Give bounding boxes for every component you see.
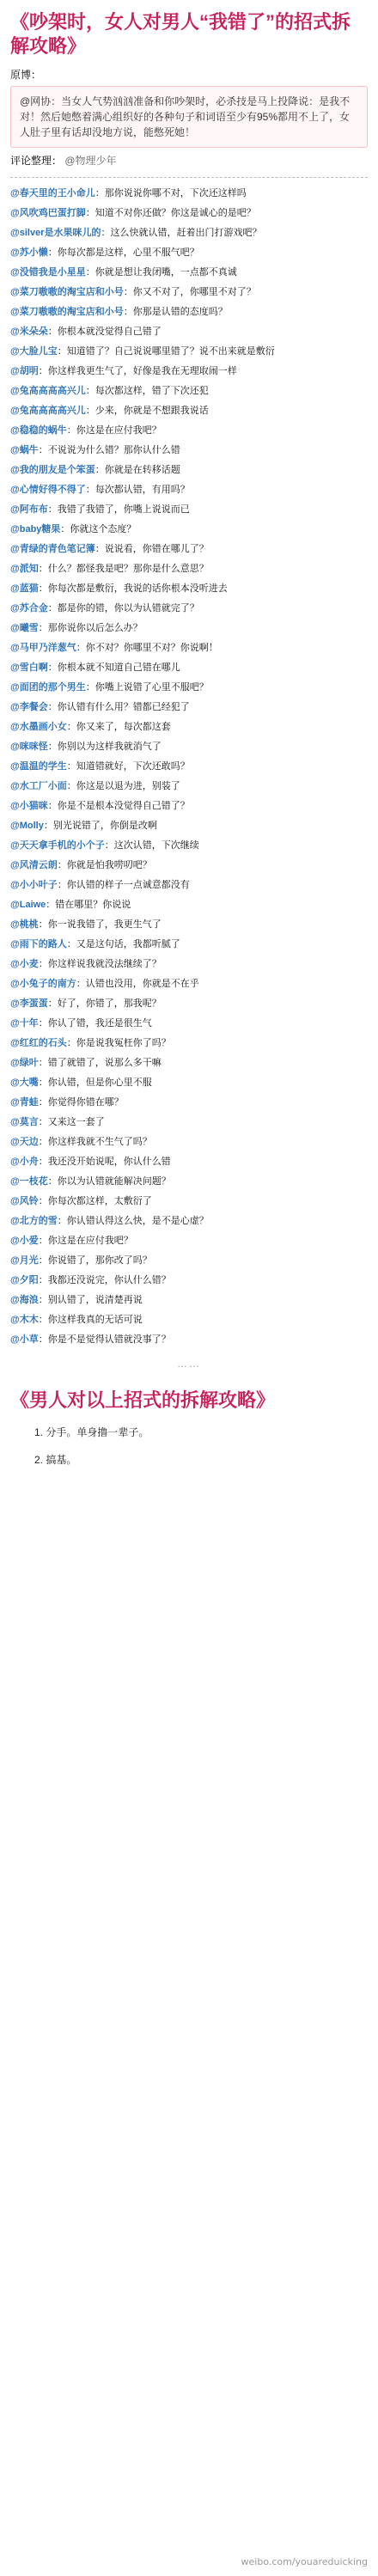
comment-text: 你又来了，每次都这套 (76, 722, 171, 732)
comment-item (10, 305, 368, 320)
comment-text: 你是说我冤枉你了吗？ (76, 1038, 171, 1048)
comment-text: 我还没开始说呢，你认什么错 (47, 1157, 171, 1167)
comment-separator: ： (60, 524, 70, 534)
comment-text: 你每次都是敷衍，我说的话你根本没听进去 (47, 583, 228, 594)
comment-text: 知道不对你还做？你这是诚心的是吧？ (94, 208, 256, 218)
comment-item (10, 977, 368, 992)
comment-user[interactable]: @苏小懒 (10, 247, 48, 258)
comment-separator: ： (38, 1295, 48, 1305)
comment-text: 知道错就好，下次还敢吗？ (76, 761, 190, 772)
comment-item (10, 1254, 368, 1268)
comment-item (10, 325, 368, 339)
comment-item (10, 1293, 368, 1308)
comment-text: 什么？都怪我是吧？那你是什么意思？ (47, 564, 209, 574)
comment-separator: ： (38, 1018, 48, 1029)
comment-user[interactable]: @小爱 (10, 1236, 39, 1246)
comment-user[interactable]: @米朵朵 (10, 327, 48, 337)
comment-text: 你就这个态度？ (70, 524, 137, 534)
comment-text: 你这是在应付我吧？ (47, 1236, 133, 1246)
comment-intro-label: 评论整理： (10, 155, 63, 167)
comment-user[interactable]: @兔高高高高兴儿 (10, 406, 86, 416)
comment-item (10, 621, 368, 636)
comment-separator: ： (38, 1058, 48, 1068)
comment-user[interactable]: @小草 (10, 1334, 39, 1345)
comment-separator: ： (66, 781, 76, 791)
comment-user[interactable]: @我的朋友是个笨蛋 (10, 465, 95, 475)
comment-separator: ： (85, 267, 95, 278)
comment-text: 知道错了？自己说说哪里错了？说不出来就是敷衍 (66, 346, 275, 357)
comment-user[interactable]: @咪咪怪 (10, 742, 48, 752)
comment-separator: ： (47, 504, 58, 515)
comment-item (10, 226, 368, 241)
comment-separator: ： (57, 1216, 67, 1226)
comment-user[interactable]: @莫言 (10, 1117, 39, 1127)
comment-item (10, 720, 368, 735)
comment-text: 别认错了，说清楚再说 (47, 1295, 143, 1305)
section2-title: 《男人对以上招式的拆解攻略》 (10, 1389, 276, 1411)
comment-text: 你一说我错了，我更生气了 (47, 919, 162, 930)
comment-user[interactable]: @silver是水果咪儿的 (10, 228, 101, 238)
comment-separator: ： (57, 860, 67, 870)
comment-separator: ： (66, 425, 76, 436)
comment-item (10, 206, 368, 221)
comment-separator: ： (85, 682, 95, 693)
comment-separator: ： (47, 327, 58, 337)
comment-separator: ： (66, 761, 76, 772)
comment-item (10, 1036, 368, 1051)
comment-text: 你那是认错的态度吗？ (132, 307, 228, 317)
comment-separator: ： (47, 998, 58, 1009)
comment-text: 你觉得你错在哪？ (47, 1097, 124, 1108)
comment-item (10, 681, 368, 695)
comment-item (10, 424, 368, 438)
comment-separator: ： (76, 979, 86, 989)
comment-user[interactable]: @小麦 (10, 959, 39, 969)
comment-user[interactable]: @大嘴 (10, 1077, 39, 1088)
section2-item (34, 1425, 368, 1440)
comment-item (10, 582, 368, 596)
source-quote (10, 86, 368, 148)
comment-user[interactable]: @青蛙 (10, 1097, 39, 1108)
comment-separator: ： (38, 445, 48, 455)
comment-text: 你说错了，那你改了吗？ (47, 1255, 152, 1266)
comment-user[interactable]: @风铃 (10, 1196, 39, 1206)
comment-separator: ： (38, 959, 48, 969)
comment-item (10, 1273, 368, 1288)
comment-separator: ： (47, 603, 58, 613)
comment-separator: ： (47, 801, 58, 811)
section2-list (34, 1425, 368, 1468)
comment-separator: ： (85, 208, 95, 218)
comment-text: 每次都这样，错了下次还犯 (94, 386, 209, 396)
comment-text: 你是不是根本没觉得自己错了？ (57, 801, 190, 811)
comment-user[interactable]: @天边 (10, 1137, 39, 1147)
comment-separator: ： (38, 366, 48, 376)
section2-item (34, 1452, 368, 1468)
comment-item (10, 542, 368, 557)
comment-item (10, 483, 368, 497)
comment-item (10, 1016, 368, 1031)
comment-user[interactable]: @小兔子的南方 (10, 979, 76, 989)
comment-separator: ： (47, 742, 58, 752)
comment-text: 你以为认错就能解决问题？ (57, 1176, 171, 1187)
comment-item (10, 186, 368, 201)
comment-separator: ： (38, 919, 48, 930)
source-label-row (10, 67, 368, 82)
comment-text: 又来这一套了 (47, 1117, 105, 1127)
comment-user[interactable]: @大脸儿宝 (10, 346, 58, 357)
comment-text: 你又不对了，你哪里不对了？ (132, 287, 256, 297)
comment-user[interactable]: @心情好得不得了 (10, 485, 86, 495)
comment-separator: ： (47, 702, 58, 712)
comment-text: 我错了我错了，你嘴上说说而已 (57, 504, 190, 515)
comment-item (10, 562, 368, 577)
comment-user[interactable]: @稳稳的蜗牛 (10, 425, 67, 436)
comment-user[interactable]: @没错我是小星星 (10, 267, 86, 278)
comment-separator: ： (38, 583, 48, 594)
comment-item (10, 1056, 368, 1071)
comment-separator: ： (66, 939, 76, 949)
comment-separator: ： (43, 821, 53, 831)
comment-text: 别光说错了，你倒是改啊 (52, 821, 157, 831)
comment-user[interactable]: @木木 (10, 1315, 39, 1325)
comment-user[interactable]: @桃桃 (10, 919, 39, 930)
comment-text: 这次认错，下次继续 (113, 840, 199, 851)
comment-separator: ： (38, 1117, 48, 1127)
comment-text: 你这样我就不生气了吗？ (47, 1137, 152, 1147)
comment-separator: ： (85, 386, 95, 396)
comment-text: 你根本就不知道自己错在哪儿 (57, 662, 180, 673)
comment-user[interactable]: @马甲乃洋葱气 (10, 643, 76, 653)
comment-text: 错了就错了，说那么多干嘛 (47, 1058, 162, 1068)
comment-item (10, 404, 368, 418)
comment-item (10, 1313, 368, 1328)
comment-item (10, 740, 368, 754)
comment-user[interactable]: @菜刀嗷嗷的淘宝店和小号 (10, 307, 124, 317)
comment-separator: ： (47, 1176, 58, 1187)
comment-user[interactable]: @Molly (10, 821, 44, 831)
comment-user[interactable]: @雨下的路人 (10, 939, 67, 949)
comment-text: 你不对？你哪里不对？你说啊！ (85, 643, 218, 653)
comment-item (10, 345, 368, 359)
comment-item (10, 1333, 368, 1347)
comment-item (10, 1175, 368, 1189)
comment-user[interactable]: @李餐会 (10, 702, 48, 712)
comment-separator: ： (85, 485, 95, 495)
comment-text: 你每次都这样，太敷衍了 (47, 1196, 152, 1206)
comment-separator: ： (38, 1236, 48, 1246)
comment-user[interactable]: @水工厂小面 (10, 781, 67, 791)
comment-item (10, 799, 368, 814)
comment-user[interactable]: @青绿的青色笔记簿 (10, 544, 95, 554)
comment-text: 这么快就认错，赶着出门打游戏吧？ (110, 228, 262, 238)
comment-item (10, 364, 368, 379)
comment-separator: ： (38, 1315, 48, 1325)
comment-item (10, 1096, 368, 1110)
comment-item (10, 779, 368, 794)
section2-item-number: 2. (34, 1454, 44, 1466)
comment-text: 你认错的样子一点诚意都没有 (66, 880, 190, 890)
comment-separator: ： (104, 840, 114, 851)
comment-item (10, 1076, 368, 1090)
comment-user[interactable]: @海浪 (10, 1295, 39, 1305)
comment-text: 你就是在转移话题 (104, 465, 180, 475)
comment-text: 不说说为什么错？那你认什么错 (47, 445, 180, 455)
comment-user[interactable]: @Laiwe (10, 900, 46, 910)
comment-text: 你认错有什么用？错都已经犯了 (57, 702, 190, 712)
comment-user[interactable]: @天天拿手机的小个子 (10, 840, 105, 851)
comment-separator: ： (76, 643, 86, 653)
comment-separator: ： (123, 287, 133, 297)
comment-intro-author[interactable]: @物理少年 (64, 155, 117, 167)
comment-separator: ： (38, 1275, 48, 1285)
comment-separator: ： (94, 465, 105, 475)
watermark: weibo.com/youareduicking (241, 2556, 368, 2567)
comment-item (10, 443, 368, 458)
comment-text: 你是不是觉得认错就没事了？ (47, 1334, 171, 1345)
comment-item (10, 1194, 368, 1209)
comment-item (10, 246, 368, 260)
comment-separator: ： (38, 1196, 48, 1206)
comment-user[interactable]: @面团的那个男生 (10, 682, 86, 693)
comment-user[interactable]: @胡明 (10, 366, 39, 376)
comment-text: 你根本就没觉得自己错了 (57, 327, 162, 337)
comment-separator: ： (85, 406, 95, 416)
comment-user[interactable]: @阿布布 (10, 504, 48, 515)
comment-text: 你这是以退为进，别装了 (76, 781, 180, 791)
comment-user[interactable]: @水墨画小女 (10, 722, 67, 732)
source-section (10, 67, 368, 148)
comment-user[interactable]: @小猫咪 (10, 801, 48, 811)
section-divider: …… (177, 1358, 201, 1370)
comment-user[interactable]: @十年 (10, 1018, 39, 1029)
comment-item (10, 641, 368, 656)
comment-text: 又是这句话，我都听腻了 (76, 939, 180, 949)
comment-item (10, 463, 368, 478)
comment-separator: ： (38, 564, 48, 574)
comment-user[interactable]: @雪白啊 (10, 662, 48, 673)
comment-user[interactable]: @月光 (10, 1255, 39, 1266)
divider-line (10, 177, 368, 178)
comment-text: 说说看，你错在哪儿了？ (104, 544, 209, 554)
comment-text: 你就是想让我闭嘴，一点都不真诚 (94, 267, 237, 278)
comment-separator: ： (47, 247, 58, 258)
comment-text: 我都还没说完，你认什么错？ (47, 1275, 171, 1285)
comment-text: 错在哪里？你说说 (55, 900, 131, 910)
comment-item (10, 760, 368, 774)
comment-separator: ： (38, 1157, 48, 1167)
comment-text: 每次都认错，有用吗？ (94, 485, 190, 495)
comment-text: 那你说你以后怎么办？ (47, 623, 143, 633)
comment-separator: ： (94, 544, 105, 554)
comment-intro (10, 153, 368, 168)
comment-user[interactable]: @菜刀嗷嗷的淘宝店和小号 (10, 287, 124, 297)
comment-item (10, 957, 368, 972)
comment-item (10, 878, 368, 893)
comment-item (10, 661, 368, 675)
comment-user[interactable]: @派知 (10, 564, 39, 574)
comment-user[interactable]: @蜗牛 (10, 445, 39, 455)
comment-user[interactable]: @春天里的王小命儿 (10, 188, 95, 198)
comment-item (10, 937, 368, 952)
comment-user[interactable]: @兔高高高高兴儿 (10, 386, 86, 396)
comment-text: 你这样我真的无话可说 (47, 1315, 143, 1325)
article-title: 《吵架时，女人对男人“我错了”的招式拆解攻略》 (10, 11, 351, 57)
comment-item (10, 1135, 368, 1150)
comment-separator: ： (123, 307, 133, 317)
comment-item (10, 1115, 368, 1130)
comment-separator: ： (47, 662, 58, 673)
comment-user[interactable]: @李蛋蛋 (10, 998, 48, 1009)
comment-item (10, 997, 368, 1011)
comment-text: 你认错，但是你心里不服 (47, 1077, 152, 1088)
comment-separator: ： (57, 880, 67, 890)
comment-text: 认错也没用，你就是不在乎 (85, 979, 199, 989)
comment-user[interactable]: @小舟 (10, 1157, 39, 1167)
source-label: 原博： (10, 69, 42, 81)
comment-user[interactable]: @苏合金 (10, 603, 48, 613)
comment-item (10, 1234, 368, 1248)
comment-item (10, 1214, 368, 1229)
comment-text: 少来，你就是不想跟我说话 (94, 406, 209, 416)
comment-text: 好了，你错了，那我呢？ (57, 998, 162, 1009)
comment-user[interactable]: @夕阳 (10, 1275, 39, 1285)
comment-item (10, 819, 368, 833)
comment-separator: ： (46, 900, 56, 910)
comment-user[interactable]: @红红的石头 (10, 1038, 67, 1048)
comment-item (10, 384, 368, 399)
comment-text: 你别以为这样我就消气了 (57, 742, 162, 752)
comment-user[interactable]: @温温的学生 (10, 761, 67, 772)
comment-user[interactable]: @风清云朗 (10, 860, 58, 870)
comment-text: 你就是怕我唠叨吧？ (66, 860, 152, 870)
section2-item-number: 1. (34, 1426, 44, 1438)
comment-text: 你嘴上说错了心里不服吧？ (94, 682, 209, 693)
comment-separator: ： (38, 1334, 48, 1345)
comment-separator: ： (38, 1137, 48, 1147)
comment-item (10, 839, 368, 853)
comment-item (10, 1155, 368, 1169)
comment-separator: ： (38, 1077, 48, 1088)
comment-user[interactable]: @一枝花 (10, 1176, 48, 1187)
comment-text: 你认了错，我还是很生气 (47, 1018, 152, 1029)
comment-item (10, 285, 368, 300)
comment-user[interactable]: @小小叶子 (10, 880, 58, 890)
comment-separator: ： (101, 228, 111, 238)
comment-user[interactable]: @风吹鸡巴蛋打脚 (10, 208, 86, 218)
comment-separator: ： (38, 1255, 48, 1266)
comment-text: 那你说说你哪不对，下次还这样吗 (104, 188, 247, 198)
comment-user[interactable]: @蓝猫 (10, 583, 39, 594)
comment-item (10, 858, 368, 873)
comment-separator: ： (66, 722, 76, 732)
comment-item (10, 522, 368, 537)
comment-separator: ： (66, 1038, 76, 1048)
comment-separator: ： (94, 188, 105, 198)
comment-item (10, 503, 368, 517)
comment-item (10, 898, 368, 913)
source-quote-text: @网协：当女人气势汹汹准备和你吵架时，必杀技是马上投降说：是我不对！然后她憋着满心组织好的各种句子和词语至少有95%都用不上了，女人肚子里有话却没地方说，能憋死她！ (20, 95, 351, 138)
comment-text: 你认错认得这么快，是不是心虚？ (66, 1216, 209, 1226)
comment-user[interactable]: @绿叶 (10, 1058, 39, 1068)
comment-text: 你每次都是这样，心里不服气吧？ (57, 247, 199, 258)
comment-user[interactable]: @baby糖果 (10, 524, 61, 534)
comment-user[interactable]: @曦雪 (10, 623, 39, 633)
comment-text: 都是你的错，你以为认错就完了？ (57, 603, 199, 613)
section2-item-text: 分手。单身撸一辈子。 (46, 1426, 149, 1438)
comment-separator: ： (57, 346, 67, 357)
comment-item (10, 700, 368, 715)
comment-separator: ： (38, 1097, 48, 1108)
comment-text: 你这样我更生气了，好像是我在无理取闹一样 (47, 366, 237, 376)
comment-text: 你这是在应付我吧？ (76, 425, 162, 436)
section2-item-text: 搞基。 (46, 1454, 77, 1466)
comment-item (10, 266, 368, 280)
comment-item (10, 918, 368, 932)
comment-user[interactable]: @北方的雪 (10, 1216, 58, 1226)
comment-item (10, 601, 368, 616)
comment-text: 你这样说我就没法继续了？ (47, 959, 162, 969)
comments-list (10, 186, 368, 1347)
comment-separator: ： (38, 623, 48, 633)
